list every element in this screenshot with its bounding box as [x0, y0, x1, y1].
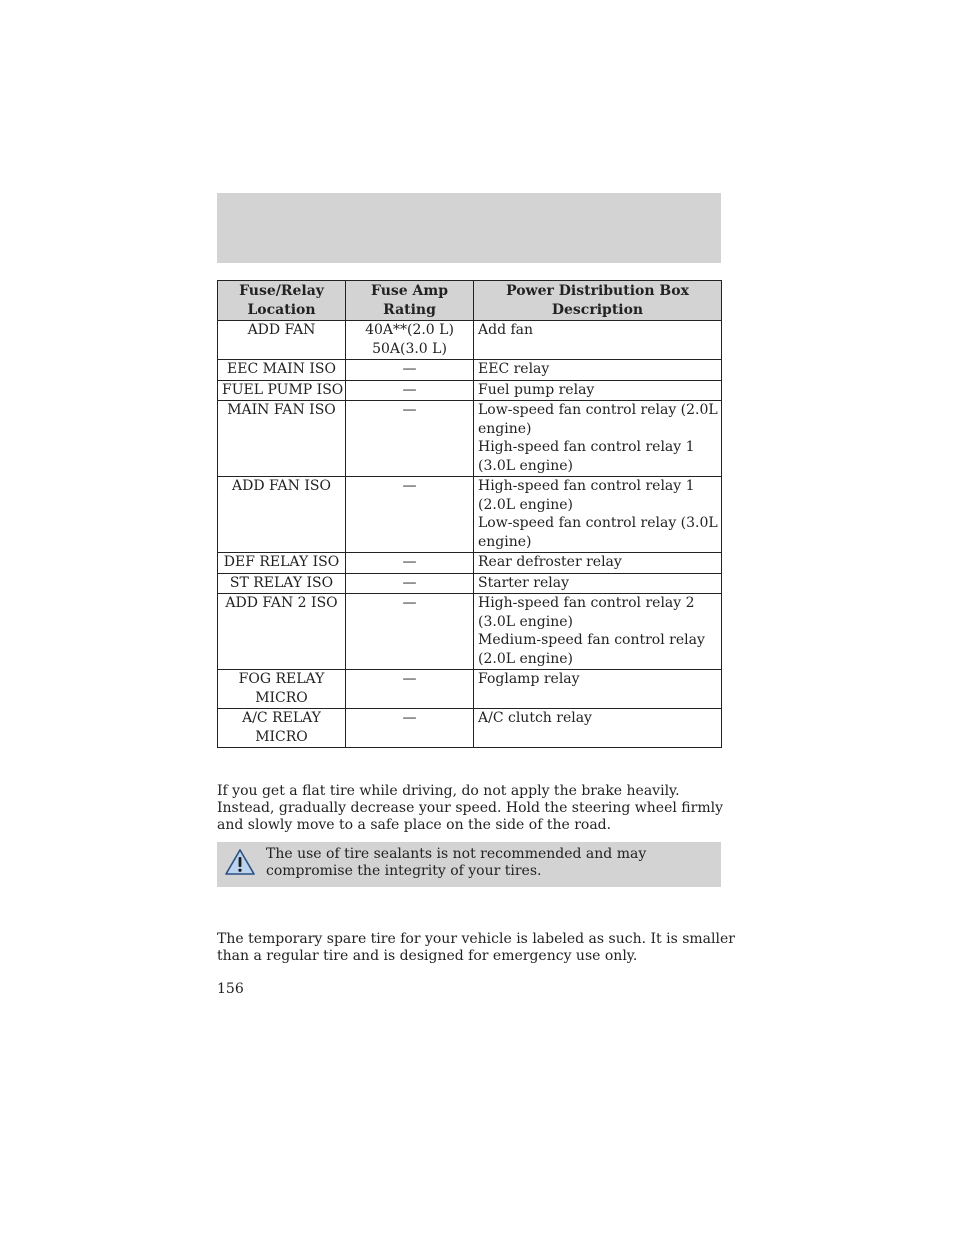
- table-header-row: [218, 281, 722, 321]
- header-description: [474, 281, 722, 321]
- description-cell: [474, 477, 722, 553]
- description-cell-line: (2.0L engine): [478, 650, 573, 667]
- location-cell-line: MICRO: [255, 728, 308, 745]
- amp-rating-cell: [346, 553, 474, 574]
- description-cell-line: EEC relay: [478, 361, 550, 377]
- header-location-line: Fuse/Relay: [239, 283, 324, 299]
- description-cell: [474, 573, 722, 594]
- amp-rating-cell: [346, 573, 474, 594]
- header-amp-line: Fuse Amp: [371, 283, 448, 299]
- table-row: [218, 670, 722, 709]
- amp-rating-cell: [346, 380, 474, 401]
- description-cell: [474, 553, 722, 574]
- fuse-relay-table: [217, 280, 722, 748]
- description-cell-line: High-speed fan control relay 2: [478, 595, 695, 611]
- page-number: 156: [217, 981, 244, 997]
- amp-rating-cell-line: —: [402, 361, 417, 377]
- table-row: [218, 360, 722, 381]
- amp-rating-cell-line: —: [402, 381, 417, 398]
- description-cell-line: Add fan: [478, 322, 534, 338]
- header-description-line: Power Distribution Box: [506, 283, 689, 299]
- description-cell-line: Low-speed fan control relay (2.0L: [478, 402, 718, 418]
- amp-rating-cell-line: —: [402, 710, 417, 726]
- description-cell-line: (3.0L engine): [478, 613, 573, 630]
- description-cell: [474, 380, 722, 401]
- description-cell-line: A/C clutch relay: [478, 710, 592, 726]
- section-header-band: [217, 193, 721, 263]
- table-row: [218, 709, 722, 748]
- amp-rating-cell: [346, 477, 474, 553]
- location-cell-line: DEF RELAY ISO: [223, 554, 340, 570]
- paragraph-line: than a regular tire and is designed for emergency use only.: [217, 948, 638, 964]
- warning-line: compromise the integrity of your tires.: [266, 862, 542, 879]
- location-cell: [218, 380, 346, 401]
- description-cell-line: Rear defroster relay: [478, 554, 622, 570]
- location-cell: [218, 401, 346, 477]
- description-cell: [474, 401, 722, 477]
- table-row: [218, 553, 722, 574]
- location-cell-line: MICRO: [255, 689, 308, 706]
- location-cell: [218, 594, 346, 670]
- amp-rating-cell: [346, 594, 474, 670]
- description-cell: [474, 360, 722, 381]
- location-cell-line: MAIN FAN ISO: [227, 402, 336, 418]
- amp-rating-cell-line: —: [402, 671, 417, 687]
- header-location-line: Location: [247, 301, 316, 318]
- spare-tire-paragraph: [217, 931, 735, 965]
- location-cell-line: FOG RELAY: [238, 671, 325, 687]
- table-body: [218, 321, 722, 748]
- description-cell-line: High-speed fan control relay 1: [478, 439, 695, 455]
- amp-rating-cell: [346, 360, 474, 381]
- table-row: [218, 380, 722, 401]
- amp-rating-cell: [346, 401, 474, 477]
- description-cell-line: High-speed fan control relay 1: [478, 478, 695, 494]
- description-cell: [474, 670, 722, 709]
- amp-rating-cell: [346, 321, 474, 360]
- location-cell-line: EEC MAIN ISO: [227, 361, 336, 377]
- location-cell: [218, 670, 346, 709]
- description-cell-line: (2.0L engine): [478, 496, 573, 513]
- location-cell: [218, 553, 346, 574]
- description-cell-line: (3.0L engine): [478, 457, 573, 474]
- paragraph-line: If you get a flat tire while driving, do not apply the brake heavily.: [217, 783, 680, 799]
- paragraph-line: Instead, gradually decrease your speed. Hold the steering wheel firmly: [217, 800, 723, 816]
- location-cell-line: ADD FAN: [247, 322, 316, 338]
- location-cell-line: ST RELAY ISO: [229, 574, 334, 591]
- description-cell-line: Medium-speed fan control relay: [478, 632, 705, 648]
- location-cell: [218, 477, 346, 553]
- location-cell-line: FUEL PUMP ISO: [222, 381, 344, 398]
- warning-text: [266, 846, 706, 879]
- warning-triangle-icon: [224, 848, 256, 876]
- table-row: [218, 477, 722, 553]
- description-cell-line: Low-speed fan control relay (3.0L: [478, 515, 718, 531]
- amp-rating-cell-line: —: [402, 554, 417, 570]
- location-cell-line: ADD FAN ISO: [232, 478, 331, 494]
- paragraph-line: The temporary spare tire for your vehicle is labeled as such. It is smaller: [217, 931, 735, 947]
- description-cell-line: engine): [478, 420, 532, 437]
- amp-rating-cell-line: —: [402, 402, 417, 418]
- table-row: [218, 594, 722, 670]
- header-location: [218, 281, 346, 321]
- amp-rating-cell-line: 40A**(2.0 L): [365, 322, 454, 338]
- description-cell: [474, 321, 722, 360]
- description-cell-line: engine): [478, 533, 532, 550]
- warning-line: The use of tire sealants is not recommended and may: [266, 846, 647, 862]
- amp-rating-cell-line: 50A(3.0 L): [372, 340, 447, 357]
- amp-rating-cell: [346, 670, 474, 709]
- amp-rating-cell-line: —: [402, 478, 417, 494]
- warning-box: [217, 842, 721, 887]
- header-description-line: Description: [551, 301, 644, 318]
- amp-rating-cell-line: —: [402, 574, 417, 591]
- description-cell-line: Starter relay: [478, 574, 570, 591]
- location-cell-line: ADD FAN 2 ISO: [225, 595, 338, 611]
- description-cell-line: Fuel pump relay: [478, 381, 595, 398]
- table-row: [218, 573, 722, 594]
- amp-rating-cell-line: —: [402, 595, 417, 611]
- description-cell-line: Foglamp relay: [478, 671, 580, 687]
- location-cell-line: A/C RELAY: [242, 710, 321, 726]
- flat-tire-paragraph: [217, 783, 727, 834]
- location-cell: [218, 321, 346, 360]
- location-cell: [218, 573, 346, 594]
- location-cell: [218, 709, 346, 748]
- description-cell: [474, 594, 722, 670]
- header-amp-line: Rating: [383, 301, 436, 318]
- table-row: [218, 321, 722, 360]
- paragraph-line: and slowly move to a safe place on the side of the road.: [217, 817, 612, 833]
- amp-rating-cell: [346, 709, 474, 748]
- header-amp-rating: [346, 281, 474, 321]
- table-row: [218, 401, 722, 477]
- location-cell: [218, 360, 346, 381]
- description-cell: [474, 709, 722, 748]
